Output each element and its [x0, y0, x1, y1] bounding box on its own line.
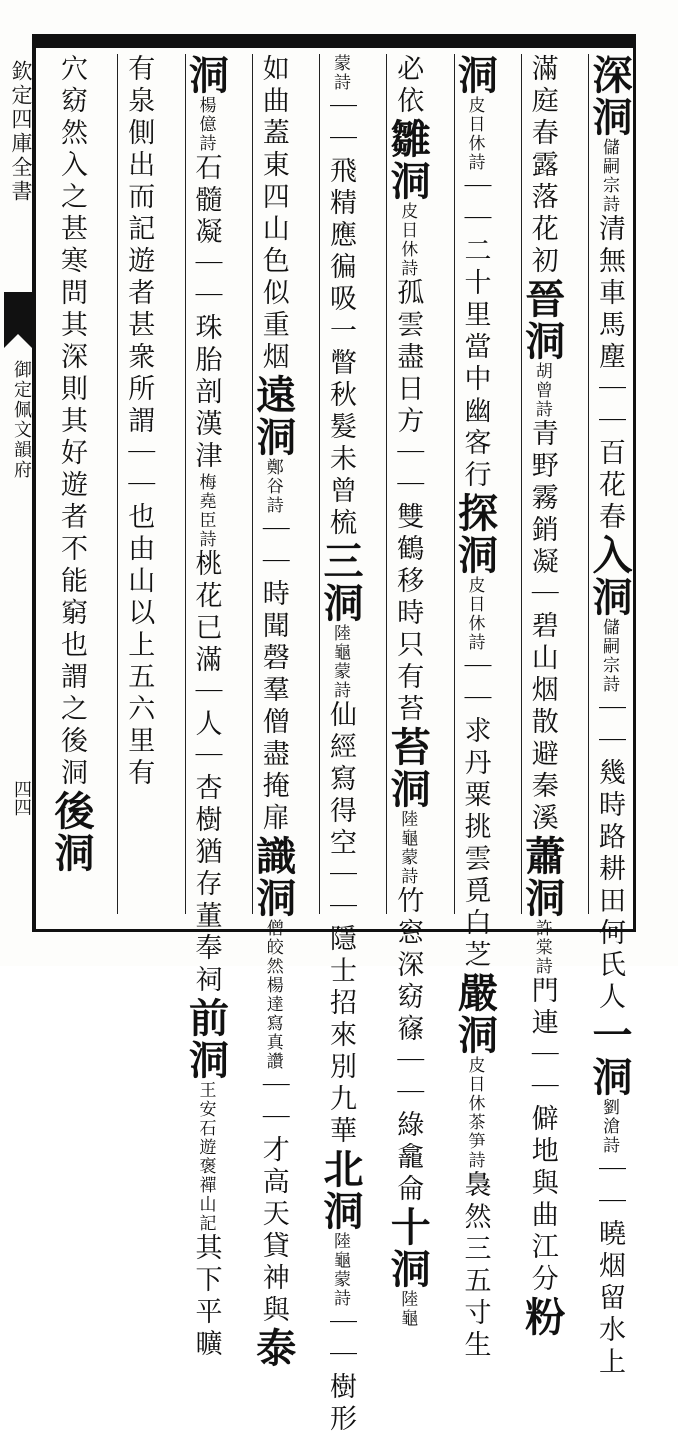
text-column	[117, 54, 159, 914]
entry-headword: 北洞	[317, 1148, 364, 1232]
quotation-text: 門連｜｜僻地與曲江分	[526, 976, 558, 1296]
quotation-text: ｜｜樹形	[325, 1308, 356, 1436]
text-column	[451, 54, 499, 1362]
quotation-text: ｜｜才高天貸神與	[257, 1071, 289, 1327]
entry-headword: 蕭洞	[518, 835, 566, 919]
entry-headword: 三洞	[317, 540, 364, 624]
quotation-text: 清無車馬塵｜｜百花春	[594, 214, 625, 534]
entry-headword: 入洞	[586, 534, 633, 618]
quotation-text: 如曲蓋東四山色似重烟	[257, 54, 289, 374]
source-note: 皮日休茶笋詩	[464, 1056, 485, 1170]
top-border-bar	[32, 34, 636, 48]
source-note: 儲嗣宗詩	[599, 618, 619, 694]
quotation-text: 滿庭春露落花初	[526, 54, 558, 278]
book-title: 欽定四庫全書	[9, 60, 33, 204]
entry-headword: 一洞	[586, 1014, 633, 1098]
quotation-text: 桃花已滿｜人｜杏樹猶存董奉祠	[190, 549, 222, 997]
entry-headword: 雛洞	[384, 118, 432, 202]
entry-headword: 識洞	[249, 835, 297, 919]
entry-headword: 探洞	[451, 492, 499, 576]
fish-tail-mark-icon	[4, 292, 32, 348]
source-note: 僧皎然楊達寫真讚	[262, 919, 283, 1071]
entry-headword: 前洞	[182, 997, 230, 1081]
source-note: 許棠詩	[531, 919, 552, 976]
quotation-text: ｜｜曉烟留水上	[594, 1155, 625, 1379]
quotation-text: ｜｜時聞磬羣僧盡掩扉	[257, 515, 289, 835]
entry-headword: 晉洞	[518, 278, 566, 362]
source-note: 陸龜蒙詩	[397, 810, 418, 886]
source-note: 鄭谷詩	[262, 458, 283, 515]
source-note: 皮日休詩	[464, 96, 485, 172]
text-column	[249, 54, 297, 1369]
quotation-text: 竹窓深窈窱｜｜綠龕侖	[392, 886, 424, 1206]
source-note: 陸龜蒙詩	[330, 1232, 350, 1308]
source-note: 王安石遊褒禪山記	[195, 1081, 216, 1233]
quotation-text: 孤雲盡日方｜｜雙鶴移時只有苔	[392, 278, 424, 726]
source-note: 胡曾詩	[531, 362, 552, 419]
source-note: 皮日休詩	[464, 576, 485, 652]
entry-headword: 深洞	[586, 54, 633, 138]
quotation-text: ｜｜求丹粟挑雲覓白芝	[459, 652, 491, 972]
text-column	[518, 54, 566, 1338]
text-columns	[48, 54, 633, 1436]
quotation-text: 必依	[392, 54, 424, 118]
text-column	[48, 54, 95, 914]
entry-headword: 粉	[518, 1296, 566, 1338]
entry-headword: 十洞	[384, 1206, 432, 1290]
quotation-text: ｜｜飛精應徧吸一瞥秋髮未曾梳	[325, 92, 356, 540]
entry-headword: 泰	[249, 1327, 297, 1369]
quotation-text: 石髓凝｜｜珠胎剖漢津	[190, 153, 222, 473]
entry-headword: 洞	[182, 54, 230, 96]
entry-headword: 洞	[451, 54, 499, 96]
quotation-text: 裊然三五寸生	[459, 1170, 491, 1362]
quotation-text: 青野霧銷凝｜碧山烟散避秦溪	[526, 419, 558, 835]
text-column	[384, 54, 432, 1328]
source-note: 儲嗣宗詩	[599, 138, 619, 214]
source-note: 蒙詩	[330, 54, 350, 92]
source-note: 楊億詩	[195, 96, 216, 153]
quotation-text: 穴窈然入之甚寒問其深則其好遊者不能窮也謂之後洞	[56, 54, 87, 790]
source-note: 陸龜蒙詩	[330, 624, 350, 700]
source-note: 梅堯臣詩	[195, 473, 216, 549]
entry-headword: 苔洞	[384, 726, 432, 810]
quotation-text: ｜｜幾時路耕田何氏人	[594, 694, 625, 1014]
source-note: 皮日休詩	[397, 202, 418, 278]
page-number: 四四	[11, 780, 32, 816]
text-column	[182, 54, 230, 1361]
quotation-text: ｜｜二十里當中幽客行	[459, 172, 491, 492]
quotation-text: 仙經寫得空｜｜隱士招來別九華	[325, 700, 356, 1148]
text-column	[317, 54, 364, 1436]
entry-headword: 遠洞	[249, 374, 297, 458]
book-subtitle: 御定佩文韻府	[11, 360, 32, 480]
quotation-text: 有泉側出而記遊者甚衆所謂｜｜也由山以上五六里有	[123, 54, 155, 790]
source-note: 陸龜	[397, 1290, 418, 1328]
page-margin	[4, 60, 34, 920]
text-column	[586, 54, 633, 1379]
entry-headword: 後洞	[48, 790, 95, 874]
source-note: 劉滄詩	[599, 1098, 619, 1155]
quotation-text: 其下平曠	[190, 1233, 222, 1361]
entry-headword: 嚴洞	[451, 972, 499, 1056]
